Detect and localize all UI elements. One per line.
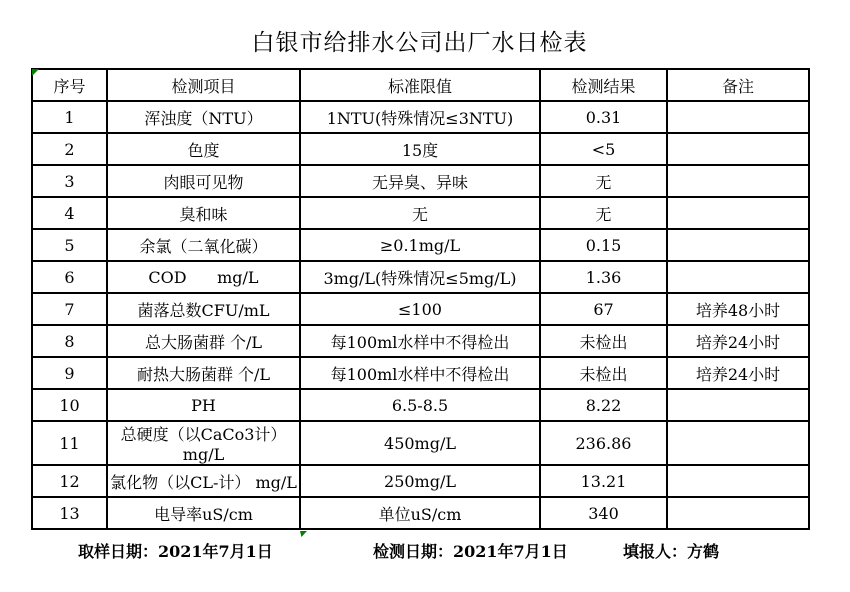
cell-no: 2 <box>32 133 107 165</box>
table-row <box>32 465 809 497</box>
column-header-item: 检测项目 <box>107 69 300 101</box>
cell-remark <box>667 421 809 465</box>
cell-result: 0.31 <box>540 101 667 133</box>
cell-remark <box>667 165 809 197</box>
cell-item: PH <box>107 389 300 421</box>
cell-limit: 450mg/L <box>300 421 540 465</box>
cell-remark: 培养24小时 <box>667 325 809 357</box>
table-row <box>32 133 809 165</box>
cell-no: 3 <box>32 165 107 197</box>
cell-no: 7 <box>32 293 107 325</box>
cell-remark <box>667 497 809 529</box>
cell-remark <box>667 389 809 421</box>
cell-remark <box>667 465 809 497</box>
cell-remark <box>667 197 809 229</box>
cell-limit: 无异臭、异味 <box>300 165 540 197</box>
cell-limit: 单位uS/cm <box>300 497 540 529</box>
cell-remark: 培养48小时 <box>667 293 809 325</box>
cell-no: 8 <box>32 325 107 357</box>
table-row <box>32 357 809 389</box>
cell-result: 0.15 <box>540 229 667 261</box>
cell-limit: 250mg/L <box>300 465 540 497</box>
cell-result: 8.22 <box>540 389 667 421</box>
cell-no: 9 <box>32 357 107 389</box>
table-row <box>32 497 809 529</box>
cell-result: 无 <box>540 197 667 229</box>
table-row <box>32 389 809 421</box>
cell-limit: 1NTU(特殊情况≤3NTU) <box>300 101 540 133</box>
table-row <box>32 261 809 293</box>
cell-limit: 每100ml水样中不得检出 <box>300 357 540 389</box>
cell-item: 肉眼可见物 <box>107 165 300 197</box>
cell-result: 13.21 <box>540 465 667 497</box>
sampling-date-label: 取样日期：2021年7月1日 <box>78 542 273 561</box>
cell-item: 总硬度（以CaCo3计） mg/L <box>107 421 300 465</box>
cell-item: 总大肠菌群 个/L <box>107 325 300 357</box>
column-header-result: 检测结果 <box>540 69 667 101</box>
column-header-no: 序号 <box>32 69 107 101</box>
cell-no: 1 <box>32 101 107 133</box>
cell-limit: 无 <box>300 197 540 229</box>
cell-item: 耐热大肠菌群 个/L <box>107 357 300 389</box>
cell-no: 11 <box>32 421 107 465</box>
cell-result: 236.86 <box>540 421 667 465</box>
cell-no: 13 <box>32 497 107 529</box>
cell-remark <box>667 261 809 293</box>
cell-limit: 每100ml水样中不得检出 <box>300 325 540 357</box>
table-row <box>32 421 809 465</box>
cell-remark <box>667 229 809 261</box>
table-row <box>32 325 809 357</box>
cell-no: 10 <box>32 389 107 421</box>
cell-limit: 3mg/L(特殊情况≤5mg/L) <box>300 261 540 293</box>
green-triangle-marker-icon <box>300 531 307 537</box>
page-title: 白银市给排水公司出厂水日检表 <box>251 30 588 56</box>
table-row <box>32 229 809 261</box>
cell-result: 340 <box>540 497 667 529</box>
reporter-label: 填报人：方鹤 <box>623 542 720 561</box>
cell-item: 氯化物（以CL-计） mg/L <box>107 465 300 497</box>
column-header-remark: 备注 <box>667 69 809 101</box>
table-row <box>32 165 809 197</box>
cell-item: COD mg/L <box>107 261 300 293</box>
cell-result: 67 <box>540 293 667 325</box>
cell-item: 臭和味 <box>107 197 300 229</box>
cell-result: 未检出 <box>540 357 667 389</box>
cell-no: 5 <box>32 229 107 261</box>
table-row <box>32 197 809 229</box>
table-row <box>32 293 809 325</box>
cell-limit: ≤100 <box>300 293 540 325</box>
table-row <box>32 101 809 133</box>
cell-item: 电导率uS/cm <box>107 497 300 529</box>
cell-result: 未检出 <box>540 325 667 357</box>
cell-no: 4 <box>32 197 107 229</box>
cell-result: 1.36 <box>540 261 667 293</box>
cell-limit: ≥0.1mg/L <box>300 229 540 261</box>
test-date-label: 检测日期：2021年7月1日 <box>373 542 568 561</box>
cell-item: 菌落总数CFU/mL <box>107 293 300 325</box>
cell-no: 12 <box>32 465 107 497</box>
cell-remark <box>667 101 809 133</box>
cell-result: <5 <box>540 133 667 165</box>
cell-no: 6 <box>32 261 107 293</box>
cell-item: 色度 <box>107 133 300 165</box>
cell-limit: 15度 <box>300 133 540 165</box>
column-header-limit: 标准限值 <box>300 69 540 101</box>
cell-result: 无 <box>540 165 667 197</box>
cell-item: 余氯（二氧化碳） <box>107 229 300 261</box>
cell-item: 浑浊度（NTU） <box>107 101 300 133</box>
table-body <box>32 101 809 529</box>
cell-remark: 培养24小时 <box>667 357 809 389</box>
cell-limit: 6.5-8.5 <box>300 389 540 421</box>
cell-remark <box>667 133 809 165</box>
inspection-table <box>31 68 810 530</box>
table-header-row <box>32 69 809 101</box>
